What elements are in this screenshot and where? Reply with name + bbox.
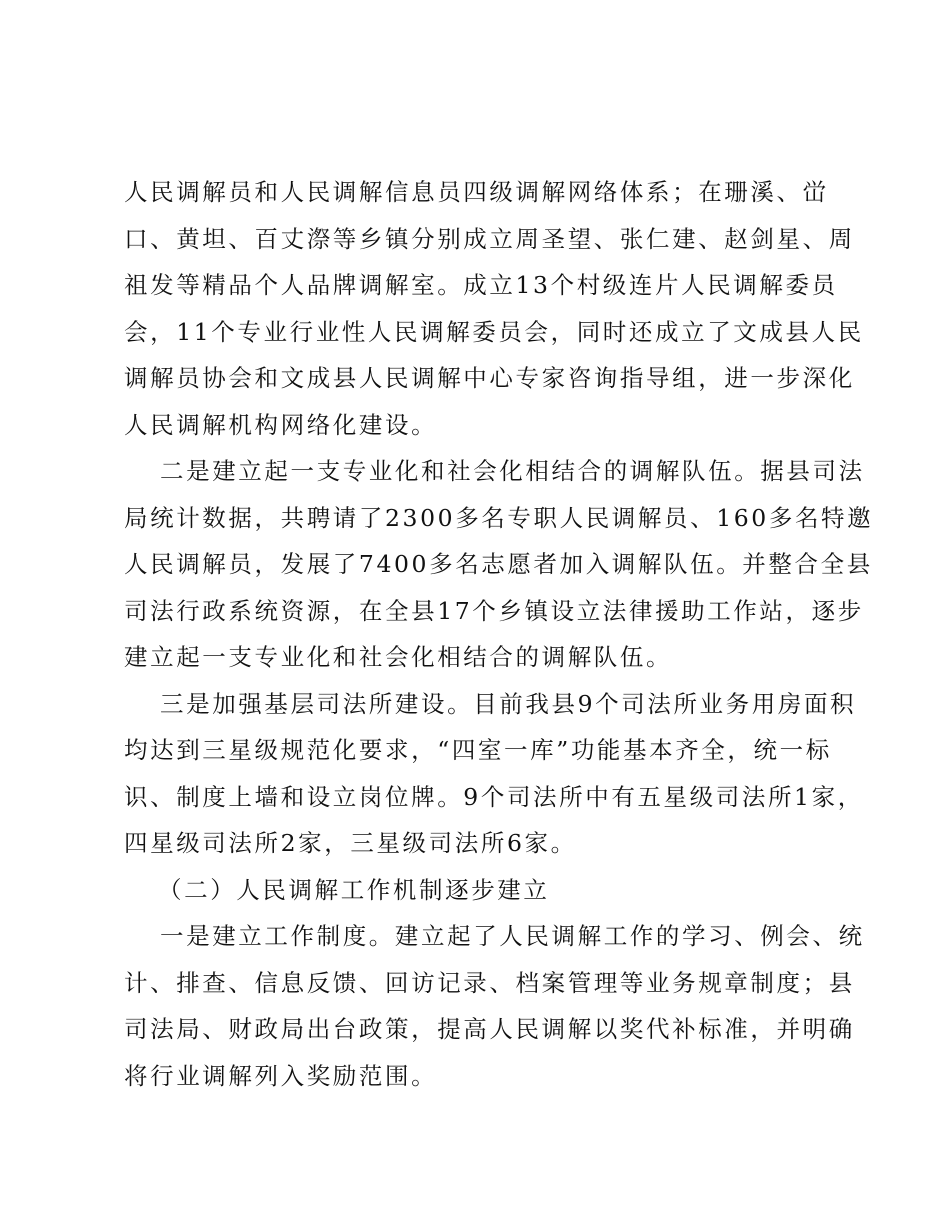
body-text	[124, 169, 874, 1099]
text-line: 会，11个专业行业性人民调解委员会，同时还成立了文成县人民	[124, 317, 864, 346]
text-line: 司法行政系统资源，在全县17个乡镇设立法律援助工作站，逐步	[124, 596, 864, 625]
text-line: 口、黄坦、百丈漈等乡镇分别成立周圣望、张仁建、赵剑星、周	[124, 224, 855, 253]
text-line: 建立起一支专业化和社会化相结合的调解队伍。	[124, 643, 673, 671]
paragraph-start-line: 三是加强基层司法所建设。目前我县9个司法所业务用房面积	[160, 689, 857, 718]
text-line: 识、制度上墙和设立岗位牌。9个司法所中有五星级司法所1家，	[124, 782, 864, 811]
paragraph-start-line: 二是建立起一支专业化和社会化相结合的调解队伍。据县司法	[160, 457, 865, 485]
text-line: 四星级司法所2家，三星级司法所6家。	[124, 829, 577, 857]
text-line: 司法局、财政局出台政策，提高人民调解以奖代补标准，并明确	[124, 1015, 855, 1043]
text-line: 计、排查、信息反馈、回访记录、档案管理等业务规章制度；县	[124, 968, 855, 997]
text-line: 均达到三星级规范化要求，“四室一库”功能基本齐全，统一标	[124, 736, 832, 764]
text-line: 人民调解员，发展了7400多名志愿者加入调解队伍。并整合全县	[124, 550, 873, 578]
text-line: 祖发等精品个人品牌调解室。成立13个村级连片人民调解委员	[124, 271, 838, 299]
text-line: 人民调解机构网络化建设。	[124, 410, 438, 439]
section-heading: （二）人民调解工作机制逐步建立	[158, 875, 550, 904]
text-line: 人民调解员和人民调解信息员四级调解网络体系；在珊溪、峃	[124, 178, 829, 206]
text-line: 局统计数据，共聘请了2300多名专职人民调解员、160多名特邀	[124, 503, 874, 532]
text-line: 将行业调解列入奖励范围。	[124, 1061, 438, 1090]
text-line: 调解员协会和文成县人民调解中心专家咨询指导组，进一步深化	[124, 364, 855, 392]
paragraph-start-line: 一是建立工作制度。建立起了人民调解工作的学习、例会、统	[160, 922, 865, 950]
